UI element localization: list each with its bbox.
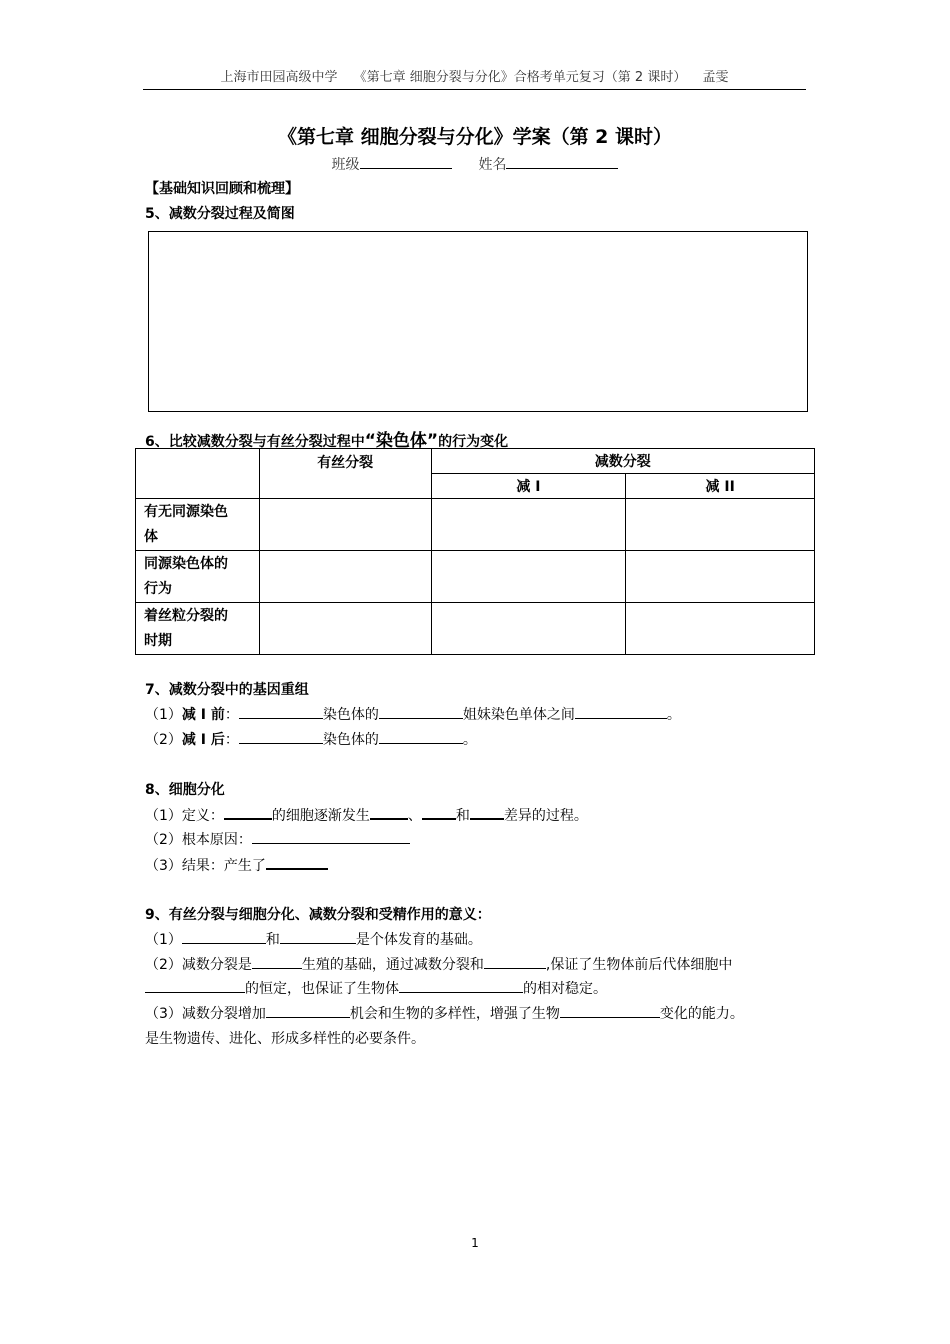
- q9-blank[interactable]: [484, 954, 546, 969]
- table-header-meiosis-2: 减 II: [626, 474, 815, 499]
- student-info-line: [0, 154, 950, 174]
- header-school: 上海市田园高级中学: [220, 70, 338, 85]
- page-header: [143, 66, 806, 90]
- table-header-mitosis: 有丝分裂: [259, 449, 431, 499]
- q8-item-1: （1）定义： 的细胞逐渐发生 、 和 差异的过程。: [145, 804, 588, 825]
- q9-blank[interactable]: [560, 1003, 660, 1018]
- answer-cell[interactable]: [626, 499, 815, 551]
- q9-blank[interactable]: [145, 978, 245, 993]
- q9-blank[interactable]: [182, 929, 266, 944]
- row-header-behavior: 同源染色体的 行为: [136, 551, 260, 603]
- q9-blank[interactable]: [252, 954, 302, 969]
- q7-blank[interactable]: [379, 704, 463, 719]
- q9-item-3-line-2: 是生物遗传、进化、形成多样性的必要条件。: [145, 1031, 425, 1047]
- answer-cell[interactable]: [259, 603, 431, 655]
- q9-item-2-line-1: （2）减数分裂是 生殖的基础，通过减数分裂和 ,保证了生物体前后代体细胞中: [145, 954, 732, 974]
- answer-cell[interactable]: [431, 499, 626, 551]
- q7-blank[interactable]: [239, 729, 323, 744]
- q8-blank[interactable]: [422, 804, 456, 820]
- q5-title: 5、减数分裂过程及简图: [145, 206, 295, 222]
- q6-title-suffix: 的行为变化: [438, 434, 509, 450]
- q7-item-2: （2）减 I 后： 染色体的 。: [145, 729, 477, 749]
- answer-cell[interactable]: [259, 551, 431, 603]
- q9-item-2-line-2: 的恒定，也保证了生物体 的相对稳定。: [145, 978, 607, 998]
- name-blank[interactable]: [506, 154, 618, 169]
- q9-blank[interactable]: [266, 1003, 350, 1018]
- q6-title-emph: “染色体”: [364, 431, 439, 451]
- row-header-centromere: 着丝粒分裂的 时期: [136, 603, 260, 655]
- answer-cell[interactable]: [431, 551, 626, 603]
- section-review-heading: 【基础知识回顾和梳理】: [145, 181, 299, 197]
- page-title: 《第七章 细胞分裂与分化》学案（第 2 课时）: [277, 126, 673, 148]
- q7-blank[interactable]: [379, 729, 463, 744]
- q8-title: 8、细胞分化: [145, 782, 225, 798]
- table-corner-cell: [136, 449, 260, 499]
- class-label: 班级: [331, 157, 360, 173]
- header-course: 《第七章 细胞分裂与分化》合格考单元复习（第 2 课时）: [353, 70, 687, 85]
- q7-title: 7、减数分裂中的基因重组: [145, 682, 309, 698]
- q8-blank[interactable]: [470, 804, 504, 820]
- table-row: [136, 499, 815, 551]
- answer-cell[interactable]: [259, 499, 431, 551]
- q9-item-1: （1） 和 是个体发育的基础。: [145, 929, 482, 949]
- q8-blank[interactable]: [370, 804, 408, 820]
- q8-blank[interactable]: [266, 854, 328, 870]
- q8-blank[interactable]: [224, 804, 272, 820]
- q7-blank[interactable]: [239, 704, 323, 719]
- name-label: 姓名: [478, 157, 507, 173]
- q9-blank[interactable]: [280, 929, 356, 944]
- q8-item-2: （2）根本原因：: [145, 829, 410, 849]
- q8-blank[interactable]: [252, 829, 410, 844]
- answer-cell[interactable]: [626, 551, 815, 603]
- q7-item-1: （1）减 I 前： 染色体的 姐妹染色单体之间 。: [145, 704, 681, 724]
- q8-item-3: （3）结果：产生了: [145, 854, 328, 875]
- q9-item-3-line-1: （3）减数分裂增加 机会和生物的多样性，增强了生物 变化的能力。: [145, 1003, 744, 1023]
- q9-title: 9、有丝分裂与细胞分化、减数分裂和受精作用的意义：: [145, 907, 491, 923]
- table-row: [136, 551, 815, 603]
- q5-drawing-box[interactable]: [148, 231, 808, 412]
- row-header-homologous: 有无同源染色 体: [136, 499, 260, 551]
- table-header-meiosis-1: 减 I: [431, 474, 626, 499]
- q6-title-prefix: 6、比较减数分裂与有丝分裂过程中: [145, 434, 365, 450]
- comparison-table: [135, 448, 815, 655]
- table-row: [136, 603, 815, 655]
- answer-cell[interactable]: [431, 603, 626, 655]
- page-number: 1: [471, 1236, 479, 1250]
- header-author: 孟雯: [702, 70, 729, 85]
- table-header-meiosis: 减数分裂: [431, 449, 814, 474]
- q9-blank[interactable]: [399, 978, 523, 993]
- q7-blank[interactable]: [575, 704, 667, 719]
- class-blank[interactable]: [360, 154, 452, 169]
- answer-cell[interactable]: [626, 603, 815, 655]
